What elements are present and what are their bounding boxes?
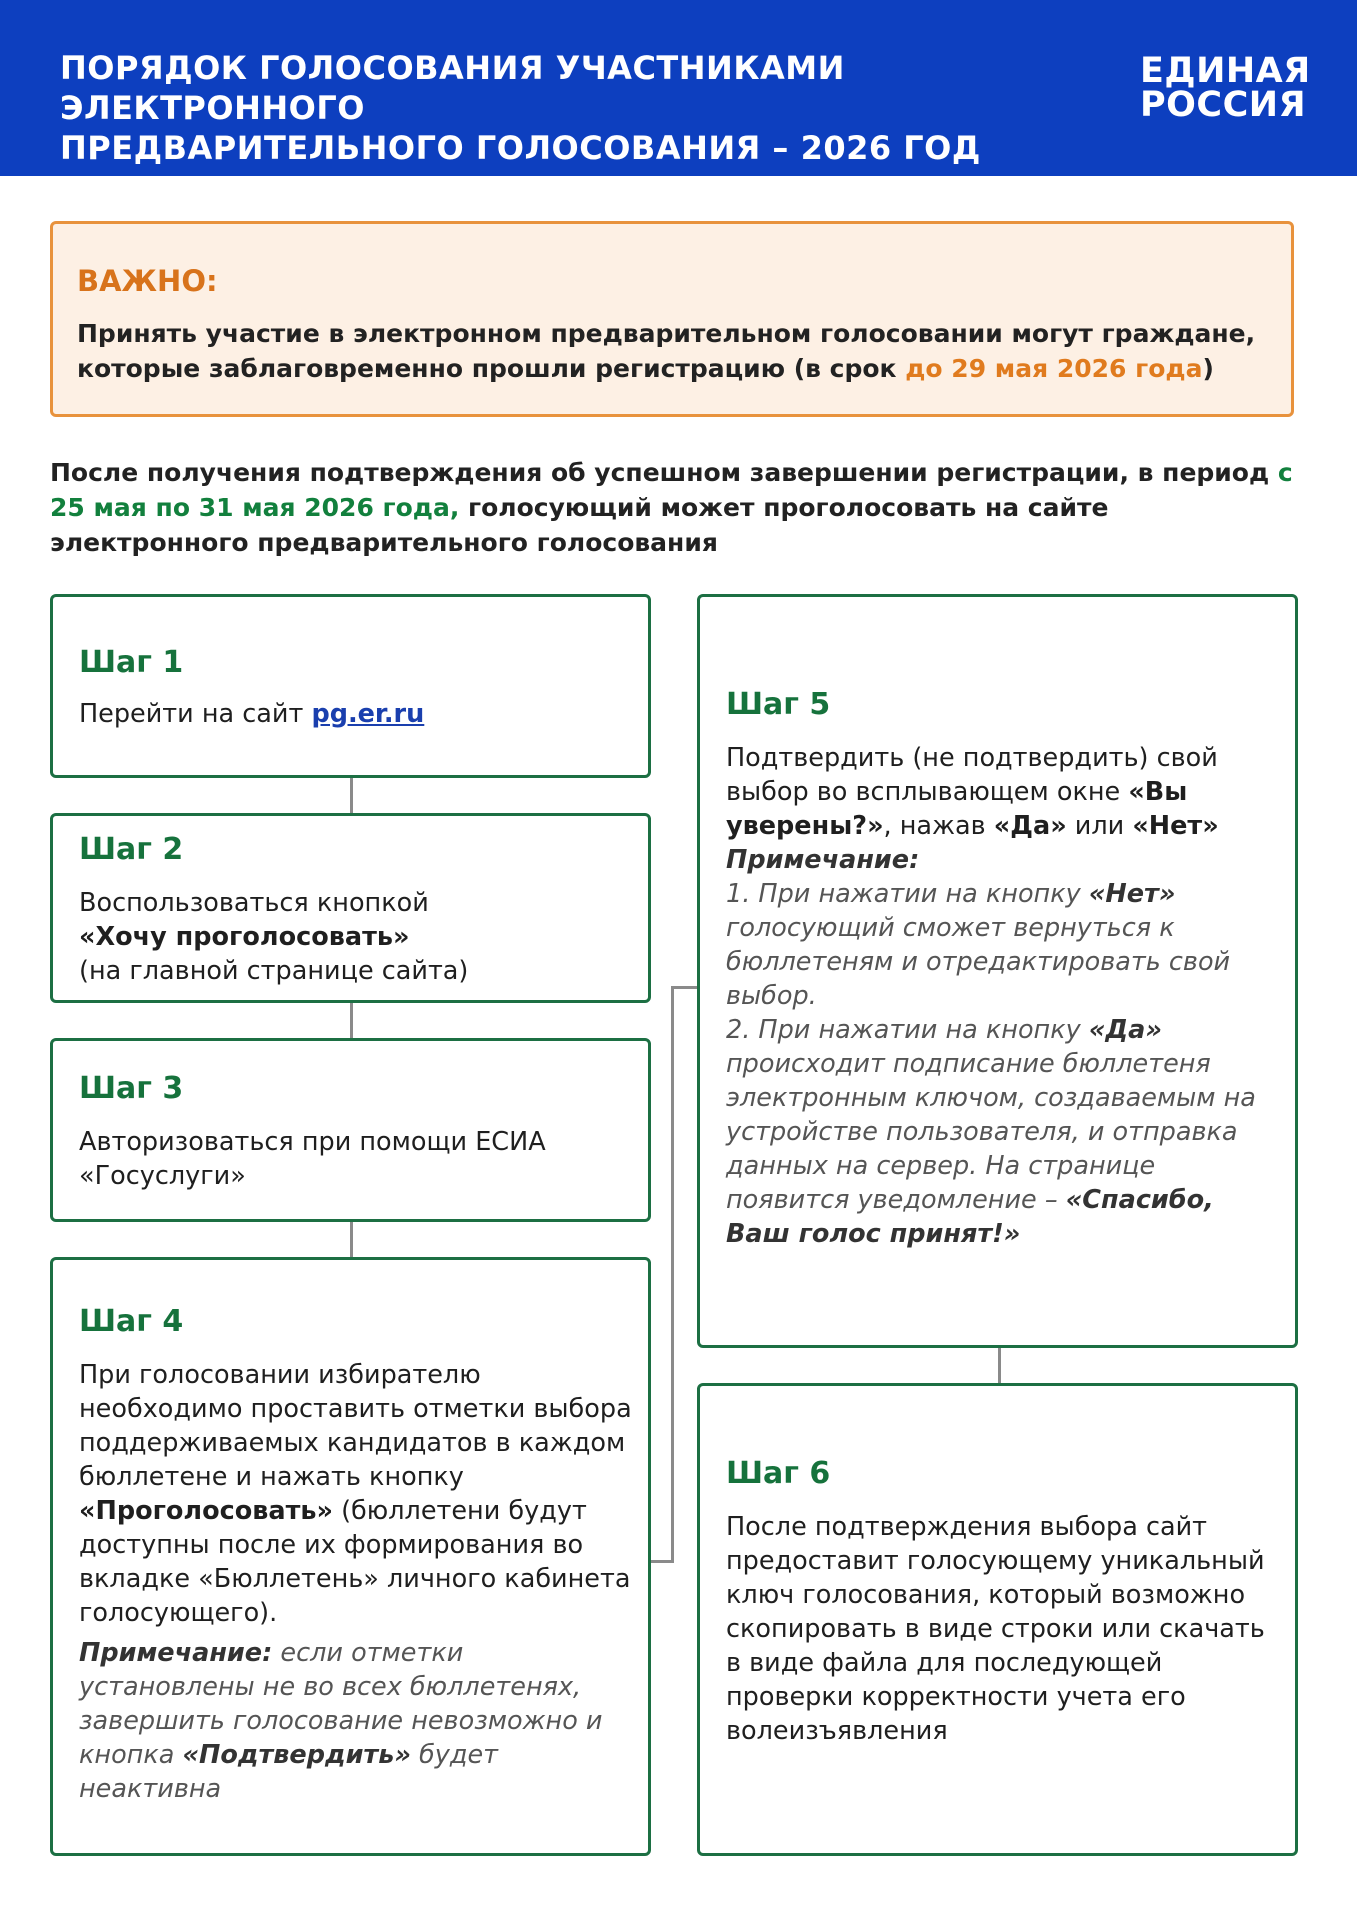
important-notice — [50, 221, 1294, 417]
header-banner — [0, 0, 1357, 176]
connector-5-6 — [998, 1347, 1001, 1384]
title-line-1: ПОРЯДОК ГОЛОСОВАНИЯ УЧАСТНИКАМИ ЭЛЕКТРОННОГО — [60, 49, 845, 127]
registration-deadline: до 29 мая 2026 года — [905, 354, 1203, 383]
step-4-text: При голосовании избирателю необходимо проставить отметки выбора поддерживаемых кандидатов в каждом бюллетене и нажать кнопку «Проголосовать» (бюллетени будут доступны после их формирования во вкладке «Бюллетень» личного кабинета голосующего). Примечание: если отметки установлены не во всех бюллетенях, завершить голосование невозможно и кнопка «Подтвердить» будет неактивна — [79, 1358, 634, 1806]
step-3-card — [50, 1038, 651, 1222]
step-5-card — [697, 594, 1298, 1348]
step-5-title: Шаг 5 — [726, 687, 831, 722]
step-2-card — [50, 813, 651, 1003]
step-6-title: Шаг 6 — [726, 1456, 831, 1491]
step-6-text: После подтверждения выбора сайт предоставит голосующему уникальный ключ голосования, который возможно скопировать в виде строки или скачать в виде файла для последующей проверки корректности учета его волеизъявления — [726, 1512, 1265, 1746]
connector-2-3 — [350, 1002, 353, 1039]
step-1-title: Шаг 1 — [79, 645, 184, 680]
step-2-text: Воспользоваться кнопкой «Хочу проголосовать» (на главной странице сайта) — [79, 886, 639, 988]
step-2-title: Шаг 2 — [79, 832, 184, 867]
connector-4-5-bottom — [650, 1560, 674, 1563]
step-5-text: Подтвердить (не подтвердить) свой выбор во всплывающем окне «Вы уверены?», нажав «Да» или «Нет» Примечание: 1. При нажатии на кнопку «Нет» голосующий сможет вернуться к бюллетеням и отредактировать свой выбор. 2. При нажатии на кнопку «Да» происходит подписание бюллетеня электронным ключом, создаваемым на устройстве пользователя, и отправка данных на сервер. На странице появится уведомление – «Спасибо, Ваш голос принят!» — [726, 741, 1266, 1251]
step-1-card — [50, 594, 651, 778]
proголосовать-button-name: «Проголосовать» — [79, 1496, 333, 1526]
party-logo — [1140, 51, 1311, 125]
connector-4-5-vertical — [671, 986, 674, 1563]
intro-paragraph: После получения подтверждения об успешном завершении регистрации, в период с 25 мая по 31 мая 2026 года, голосующий может проголосовать на сайте электронного предварительного голосования — [50, 458, 1293, 557]
vote-button-name: «Хочу проголосовать» — [79, 922, 410, 952]
connector-1-2 — [350, 777, 353, 814]
logo-line-2: РОССИЯ — [1140, 85, 1307, 125]
step-3-text: Авторизоваться при помощи ЕСИА «Госуслуги» — [79, 1127, 546, 1191]
important-heading: ВАЖНО: — [77, 264, 218, 298]
voting-period: с 25 мая по 31 мая 2026 года, — [50, 458, 1293, 522]
important-text: Принять участие в электронном предварительном голосовании могут граждане, которые заблаговременно прошли регистрацию (в срок до 29 мая 2026 года) — [77, 319, 1256, 383]
title-line-2: ПРЕДВАРИТЕЛЬНОГО ГОЛОСОВАНИЯ – 2026 ГОД — [60, 129, 981, 167]
step-4-title: Шаг 4 — [79, 1304, 184, 1339]
page-title — [60, 48, 1100, 168]
connector-3-4 — [350, 1221, 353, 1258]
connector-4-5-top — [671, 986, 698, 989]
step-4-card — [50, 1257, 651, 1856]
step-4-note: Примечание: если отметки установлены не во всех бюллетенях, завершить голосование невозможно и кнопка «Подтвердить» будет неактивна — [79, 1638, 603, 1804]
step-3-title: Шаг 3 — [79, 1071, 184, 1106]
step-6-card — [697, 1383, 1298, 1856]
step-1-text: Перейти на сайт pg.er.ru — [79, 699, 425, 729]
site-link[interactable]: pg.er.ru — [311, 699, 425, 729]
step-5-note: Примечание: 1. При нажатии на кнопку «Нет» голосующий сможет вернуться к бюллетеням и отредактировать свой выбор. 2. При нажатии на кнопку «Да» происходит подписание бюллетеня электронным ключом, создаваемым на устройстве пользователя, и отправка данных на сервер. На странице появится уведомление – «Спасибо, Ваш голос принят!» — [726, 845, 1256, 1249]
logo-line-1: ЕДИНАЯ — [1140, 51, 1311, 91]
